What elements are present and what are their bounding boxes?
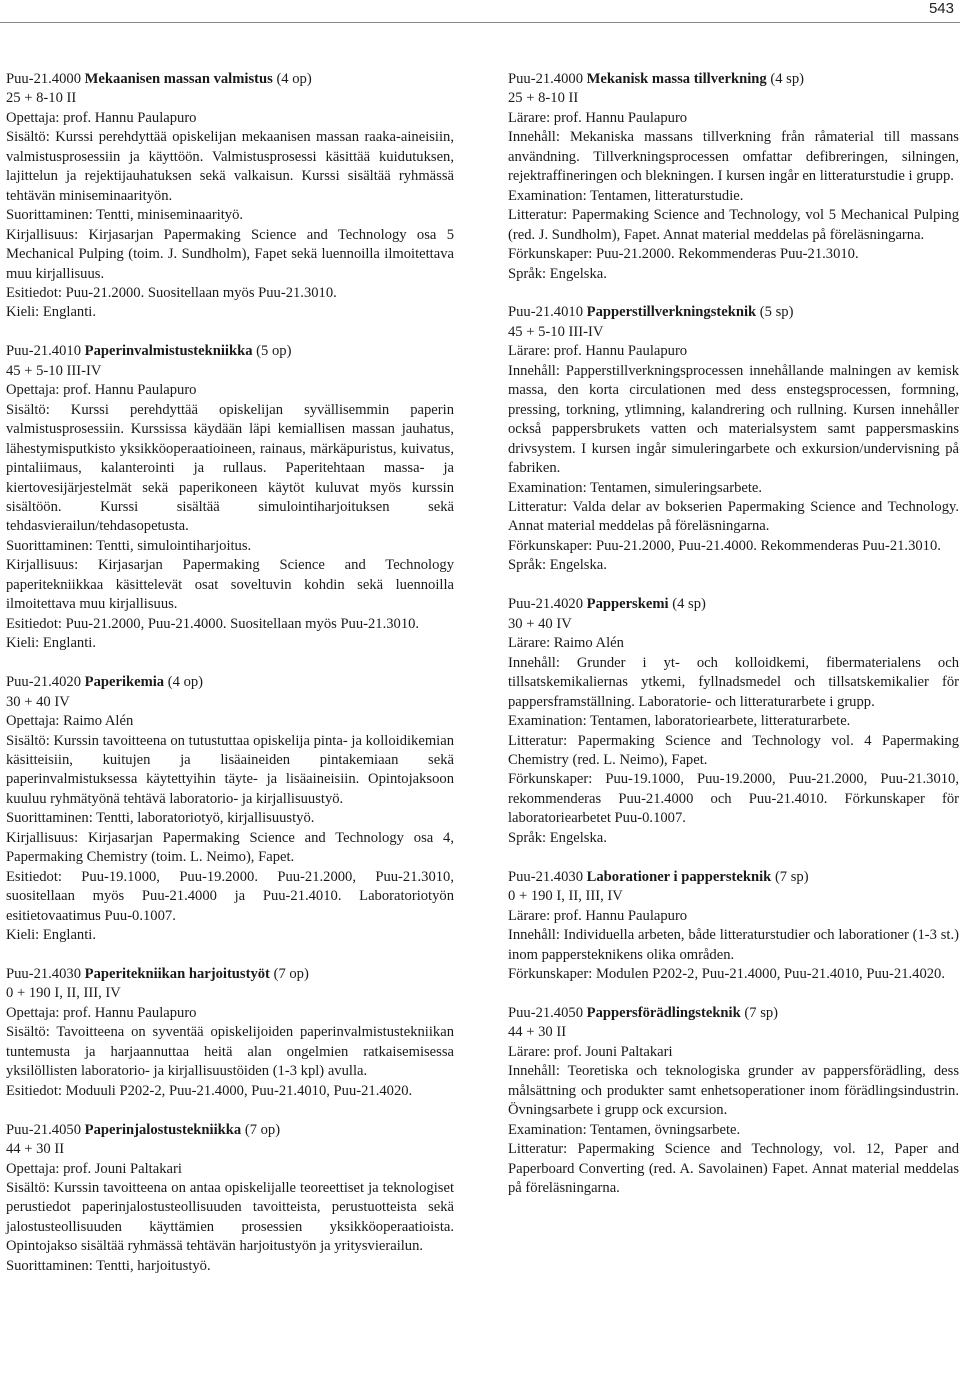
- course-line: Esitiedot: Puu-21.2000. Suositellaan myös Puu-21.3010.: [6, 284, 337, 301]
- course-line: Suorittaminen: Tentti, miniseminaarityö.: [6, 207, 244, 224]
- course-line: Sisältö: Kurssi perehdyttää opiskelijan mekaanisen massan raaka-aineisiin, valmistusprosessiin ja käyttöön. Valmistusprosessi käsittää kuidutuksen, lajittelun ja rejektijauhatuksen sekä valkaisun. Kurssi sisältää ryhmässä tehtävän miniseminaarityön.: [6, 129, 454, 204]
- course-title: [508, 595, 959, 614]
- course-block: [6, 965, 454, 1101]
- course-name: Papperstillverkningsteknik: [586, 304, 757, 321]
- course-code: Puu-21.4010: [508, 304, 583, 321]
- course-line: Examination: Tentamen, simuleringsarbete.: [508, 479, 763, 496]
- course-line: 25 + 8-10 II: [508, 90, 579, 107]
- course-line: Litteratur: Papermaking Science and Technology vol. 4 Papermaking Chemistry (red. L. Neimo), Fapet.: [508, 732, 959, 768]
- course-line: 0 + 190 I, II, III, IV: [508, 888, 623, 905]
- course-block: [6, 673, 454, 945]
- course-line: Kieli: Englanti.: [6, 304, 96, 321]
- course-line: Kirjallisuus: Kirjasarjan Papermaking Science and Technology paperitekniikkaa käsittelevät osat soveltuvin kohdin sekä luennoilla ilmoitettava muu kirjallisuus.: [6, 557, 454, 613]
- course-credits: (7 sp): [744, 1004, 779, 1021]
- course-title: [6, 342, 454, 361]
- course-line: Opettaja: Raimo Alén: [6, 713, 134, 730]
- course-block: [508, 868, 959, 985]
- course-line: Språk: Engelska.: [508, 829, 607, 846]
- course-title: [6, 965, 454, 984]
- course-name: Mekanisk massa tillverkning: [586, 71, 767, 87]
- course-name: Paperinjalostustekniikka: [84, 1121, 242, 1138]
- course-line: Esitiedot: Moduuli P202-2, Puu-21.4000, Puu-21.4010, Puu-21.4020.: [6, 1082, 413, 1099]
- course-title: [508, 1004, 959, 1023]
- course-block: [6, 70, 454, 323]
- course-line: Innehåll: Teoretiska och teknologiska grunder av pappersförädling, dess målsättning och produkter samt enhetsoperationer inom förädlingsindustrin. Övningsarbete i grupp ock excursion.: [508, 1063, 959, 1119]
- course-title: [6, 1121, 454, 1140]
- course-line: 44 + 30 II: [508, 1024, 567, 1041]
- course-block: [508, 303, 959, 575]
- course-line: 44 + 30 II: [6, 1141, 65, 1158]
- course-credits: (4 sp): [770, 71, 804, 87]
- course-code: Puu-21.4050: [6, 1121, 81, 1138]
- course-line: Kieli: Englanti.: [6, 635, 96, 652]
- course-block: [508, 595, 959, 848]
- course-code: Puu-21.4030: [508, 868, 583, 885]
- course-line: 30 + 40 IV: [508, 615, 572, 632]
- course-credits: (7 sp): [774, 868, 809, 885]
- course-line: Sisältö: Kurssin tavoitteena on antaa opiskelijalle teoreettiset ja teknologiset perustiedot paperinjalostusteollisuuden tavoitteista, perustuotteista sekä jalostusteollisuuden käyttämien prosessien yksikköoperaatioista. Opintojakso sisältää ryhmässä tehtävän harjoitustyön ja yritysvierailun.: [6, 1180, 454, 1255]
- course-line: Sisältö: Kurssin tavoitteena on tutustuttaa opiskelija pinta- ja kolloidikemian käsitteisiin, kuitujen ja lisäaineiden pintakemiaan sekä paperinvalmistuksessa käytettyihin täyte- ja lisäaineisiin. Opintojaksoon kuuluu ryhmätyönä tehtävä laboratorio- ja kirjallisuustyö.: [6, 732, 454, 807]
- course-line: Sisältö: Kurssi perehdyttää opiskelijan syvällisemmin paperin valmistusprosessiin. Kurssissa käydään läpi kemiallisen massan jauhatus, lähestymisputkisto yksikköoperaatioineen, rainaus, märkäpuristus, kuivatus, pintaliimaus, kalanterointi ja rullaus. Paperitehtaan massa- ja kiertovesijärjestelmät sekä paperikoneen käytöt kuluvat myös kurssin sisältöön. Kurssi sisältää simulointiharjoituksen sekä tehdasvierailun/tehdasopetusta.: [6, 401, 454, 535]
- course-name: Mekaanisen massan valmistus: [84, 71, 273, 87]
- course-line: Förkunskaper: Modulen P202-2, Puu-21.4000, Puu-21.4010, Puu-21.4020.: [508, 965, 946, 982]
- course-code: Puu-21.4020: [508, 596, 583, 613]
- course-name: Pappersförädlingsteknik: [586, 1004, 741, 1021]
- course-block: [6, 342, 454, 653]
- course-code: Puu-21.4010: [6, 343, 81, 360]
- course-line: Lärare: prof. Hannu Paulapuro: [508, 343, 688, 360]
- course-credits: (7 op): [273, 965, 309, 982]
- course-title: [6, 673, 454, 692]
- course-line: Examination: Tentamen, litteraturstudie.: [508, 187, 744, 204]
- course-credits: (4 sp): [672, 596, 706, 613]
- course-name: Papperskemi: [586, 596, 669, 613]
- course-credits: (4 op): [167, 674, 204, 691]
- course-line: Opettaja: prof. Hannu Paulapuro: [6, 382, 197, 399]
- page-number: 543: [928, 0, 954, 17]
- course-line: Litteratur: Papermaking Science and Technology, vol 5 Mechanical Pulping (red. J. Sundholm), Fapet. Annat material meddelas på föreläsningarna.: [508, 207, 959, 243]
- finnish-column: [6, 70, 454, 1276]
- swedish-column: [508, 70, 959, 1198]
- course-line: Lärare: prof. Hannu Paulapuro: [508, 109, 688, 126]
- course-line: Lärare: prof. Jouni Paltakari: [508, 1043, 673, 1060]
- course-line: Esitiedot: Puu-21.2000, Puu-21.4000. Suositellaan myös Puu-21.3010.: [6, 615, 420, 632]
- course-line: Esitiedot: Puu-19.1000, Puu-19.2000. Puu-21.2000, Puu-21.3010, suositellaan myös Puu-21.4000 ja Puu-21.4010. Laboratoriotyön esitietovaatimus Puu-0.1007.: [6, 868, 454, 924]
- course-line: Förkunskaper: Puu-19.1000, Puu-19.2000, Puu-21.2000, Puu-21.3010, rekommenderas Puu-21.4000 och Puu-21.4010. Förkunskaper för laboratoriearbetet Puu-0.1007.: [508, 771, 959, 827]
- course-line: Innehåll: Papperstillverkningsprocessen innehållande malningen av kemisk massa, den korta circulationen med dess enstegsprocessen, formning, pressing, torkning, ytlimning, kalandrering och rullning. Kursen innehåller också pappersbrukets vatten och materialsystem samt pappersmaskins drivsystem. I kursen ingår simuleringarbete och exkursion/undervisning på fabriken.: [508, 362, 959, 477]
- course-line: Kirjallisuus: Kirjasarjan Papermaking Science and Technology osa 5 Mechanical Pulping (toim. J. Sundholm), Fapet sekä luennoilla ilmoitettava muu kirjallisuus.: [6, 226, 454, 282]
- course-line: 30 + 40 IV: [6, 693, 70, 710]
- course-name: Paperikemia: [84, 674, 165, 691]
- course-line: Litteratur: Papermaking Science and Technology, vol. 12, Paper and Paperboard Converting (red. A. Savolainen) Fapet. Annat material meddelas på föreläsningarna.: [508, 1141, 959, 1197]
- course-line: Suorittaminen: Tentti, laboratoriotyö, kirjallisuustyö.: [6, 810, 315, 827]
- course-line: Opettaja: prof. Hannu Paulapuro: [6, 109, 197, 126]
- course-line: Förkunskaper: Puu-21.2000, Puu-21.4000. Rekommenderas Puu-21.3010.: [508, 537, 941, 554]
- course-line: Opettaja: prof. Jouni Paltakari: [6, 1160, 182, 1177]
- course-line: Kirjallisuus: Kirjasarjan Papermaking Science and Technology osa 4, Papermaking Chemistry (toim. L. Neimo), Fapet.: [6, 829, 454, 866]
- course-credits: (5 sp): [759, 304, 794, 321]
- course-title: [6, 70, 454, 89]
- course-line: Innehåll: Grunder i yt- och kolloidkemi, fibermaterialens och tillsatskemikaliernas ytkemi, fyllnadsmedel och tillsatskemikalier för pappersframställning. Laboratorie- och litteraturarbete i grupp.: [508, 654, 959, 710]
- course-line: Förkunskaper: Puu-21.2000. Rekommenderas Puu-21.3010.: [508, 246, 859, 263]
- course-block: [508, 70, 959, 284]
- course-code: Puu-21.4000: [508, 71, 583, 87]
- course-line: Språk: Engelska.: [508, 265, 607, 282]
- course-line: 45 + 5-10 III-IV: [6, 362, 102, 379]
- course-line: Språk: Engelska.: [508, 557, 607, 574]
- course-line: Innehåll: Mekaniska massans tillverkning från råmaterial till massans användning. Tillverkningsprocessen omfattar defibreringen, silningen, rejektraffineringen och blekningen. I kursen ingår en litteraturstudie i grupp.: [508, 129, 959, 185]
- course-line: Examination: Tentamen, övningsarbete.: [508, 1121, 741, 1138]
- course-line: Sisältö: Tavoitteena on syventää opiskelijoiden paperinvalmistustekniikan tuntemusta ja harjaannuttaa heitä alan ongelmien ratkaisemisessa yksilöllisten laboratorio- ja kirjallisuustöiden (1-3 kpl) avulla.: [6, 1024, 454, 1080]
- course-title: [508, 303, 959, 322]
- course-credits: (7 op): [244, 1121, 281, 1138]
- course-credits: (4 op): [276, 71, 312, 87]
- course-line: Opettaja: prof. Hannu Paulapuro: [6, 1004, 197, 1021]
- course-block: [6, 1121, 454, 1277]
- course-code: Puu-21.4050: [508, 1004, 583, 1021]
- course-code: Puu-21.4030: [6, 965, 81, 982]
- course-line: Kieli: Englanti.: [6, 927, 96, 944]
- course-line: Suorittaminen: Tentti, harjoitustyö.: [6, 1257, 211, 1274]
- course-line: Suorittaminen: Tentti, simulointiharjoitus.: [6, 537, 252, 554]
- course-code: Puu-21.4000: [6, 71, 81, 87]
- course-line: 45 + 5-10 III-IV: [508, 323, 604, 340]
- course-name: Laborationer i pappersteknik: [586, 868, 772, 885]
- header-rule: [0, 22, 960, 23]
- course-line: Lärare: prof. Hannu Paulapuro: [508, 907, 688, 924]
- course-title: [508, 70, 959, 89]
- course-line: 0 + 190 I, II, III, IV: [6, 985, 121, 1002]
- course-line: Litteratur: Valda delar av bokserien Papermaking Science and Technology. Annat material meddelas på föreläsningarna.: [508, 499, 959, 535]
- course-line: 25 + 8-10 II: [6, 90, 77, 107]
- course-line: Examination: Tentamen, laboratoriearbete, litteraturarbete.: [508, 713, 851, 730]
- course-title: [508, 868, 959, 887]
- course-credits: (5 op): [256, 343, 292, 360]
- course-code: Puu-21.4020: [6, 674, 81, 691]
- course-block: [508, 1004, 959, 1199]
- course-name: Paperinvalmistustekniikka: [84, 343, 253, 360]
- course-line: Innehåll: Individuella arbeten, både litteraturstudier och laborationer (1-3 st.) inom pappersteknikens olika områden.: [508, 927, 959, 963]
- course-name: Paperitekniikan harjoitustyöt: [84, 965, 270, 982]
- course-line: Lärare: Raimo Alén: [508, 635, 624, 652]
